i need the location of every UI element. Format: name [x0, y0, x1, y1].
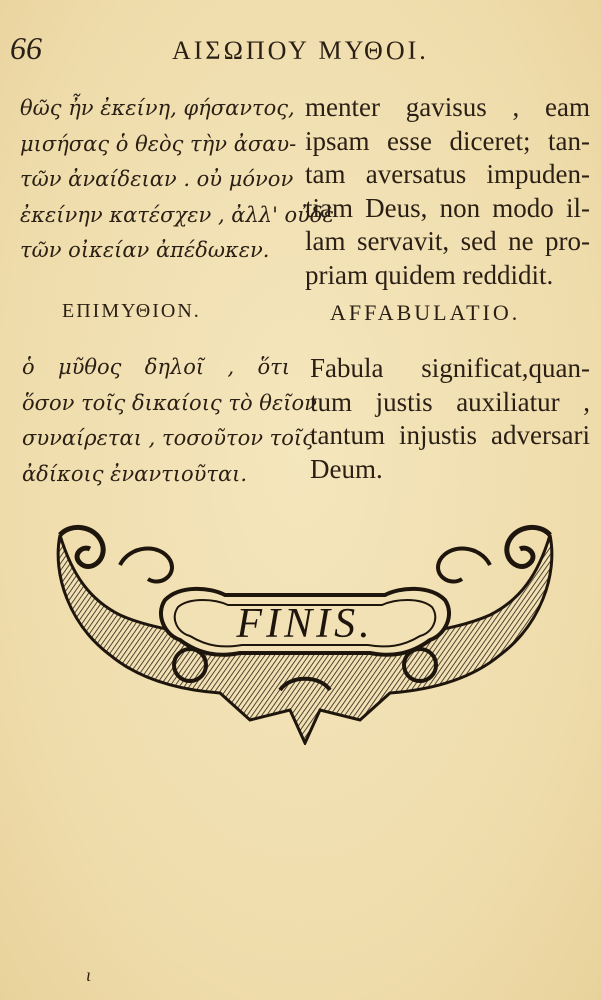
greek-moral-line: ὁ μῦθος δηλοῖ , ὅτι: [22, 355, 290, 379]
latin-text-line: priam quidem reddidit.: [305, 259, 554, 290]
latin-text-line: tiam Deus, non modo il-: [305, 192, 590, 223]
greek-moral-line: ἀδίκοις ἐναντιοῦται.: [22, 461, 248, 486]
finis-ornament-icon: [50, 515, 560, 745]
greek-text-line: θῶς ἦν ἐκείνη, φήσαντος,: [20, 96, 295, 120]
latin-text-column: [305, 91, 590, 292]
latin-moral-column: [310, 352, 590, 486]
moral-heading-latin: AFFABULATIO.: [330, 300, 521, 325]
signature-mark: ι: [86, 965, 92, 985]
moral-heading-greek: ΕΠΙΜΥΘΙΟΝ.: [62, 300, 201, 322]
page-number: 66: [10, 30, 42, 66]
greek-text-line: μισήσας ὁ θεὸς τὴν ἀσαυ-: [20, 131, 297, 156]
latin-moral-line: tum justis auxiliatur ,: [310, 386, 590, 417]
latin-text-line: tam aversatus impuden-: [305, 159, 590, 189]
greek-moral-line: ὅσον τοῖς δικαίοις τὸ θεῖον: [22, 390, 317, 415]
latin-text-line: ipsam esse diceret; tan-: [305, 125, 590, 156]
page-header: [0, 30, 601, 70]
latin-text-line: lam servavit, sed ne pro-: [305, 226, 590, 256]
finis-label: FINIS.: [236, 601, 374, 647]
latin-moral-line: tantum injustis adversari: [310, 420, 590, 450]
greek-moral-line: συναίρεται , τοσοῦτον τοῖς: [22, 426, 314, 450]
running-head: ΑΙΣΩΠΟΥ ΜΥΘΟΙ.: [172, 36, 429, 65]
greek-moral-column: [22, 350, 317, 492]
greek-text-line: τῶν ἀναίδειαν . οὐ μόνον: [20, 167, 294, 191]
greek-text-column: [20, 91, 334, 269]
greek-text-line: ἐκείνην κατέσχεν , ἀλλ' οὐδὲ: [20, 202, 334, 227]
greek-text-line: τῶν οἰκείαν ἀπέδωκεν.: [20, 238, 270, 262]
latin-moral-line: Deum.: [310, 453, 383, 484]
latin-text-line: menter gavisus , eam: [305, 92, 590, 122]
latin-moral-line: Fabula significat,quan-: [310, 353, 590, 383]
